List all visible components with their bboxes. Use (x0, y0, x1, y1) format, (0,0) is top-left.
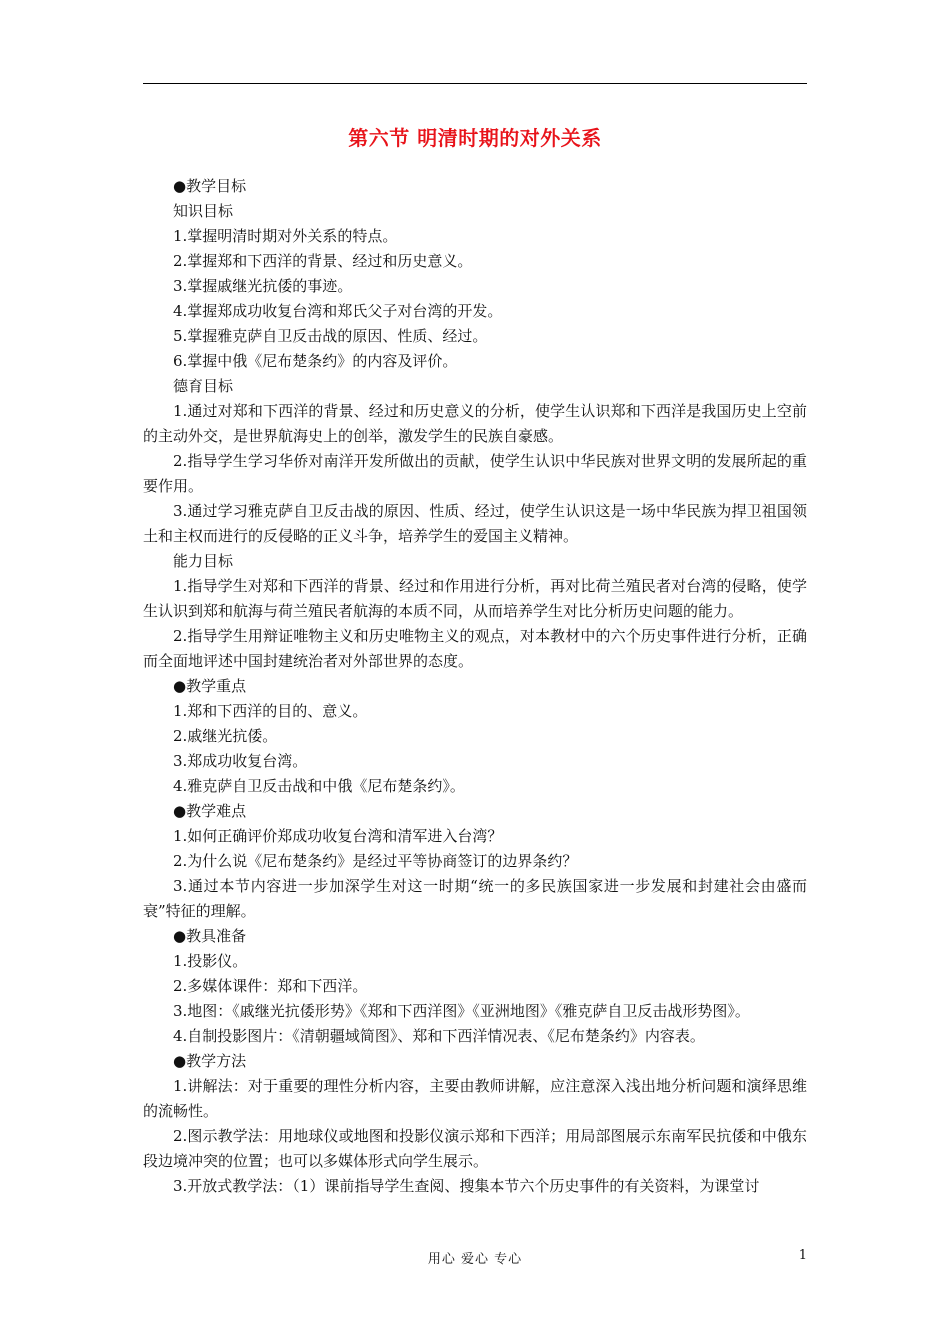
paragraph: ●教具准备 (173, 927, 247, 945)
paragraph: 6.掌握中俄《尼布楚条约》的内容及评价。 (173, 352, 458, 370)
paragraph: ●教学难点 (173, 802, 247, 820)
paragraph: 1.如何正确评价郑成功收复台湾和清军进入台湾？ (173, 827, 503, 845)
paragraph: 5.掌握雅克萨自卫反击战的原因、性质、经过。 (173, 327, 488, 345)
paragraph: 3.地图：《戚继光抗倭形势》《郑和下西洋图》《亚洲地图》《雅克萨自卫反击战形势图》。 (173, 1002, 750, 1020)
paragraph: 2.图示教学法：用地球仪或地图和投影仪演示郑和下西洋；用局部图展示东南军民抗倭和中俄东段边境冲突的位置；也可以多媒体形式向学生展示。 (143, 1127, 807, 1170)
page-footer (143, 1248, 807, 1268)
paragraph: 能力目标 (173, 552, 234, 570)
paragraph: 2.多媒体课件：郑和下西洋。 (173, 977, 368, 995)
paragraph: 3.郑成功收复台湾。 (173, 752, 308, 770)
paragraph: 2.掌握郑和下西洋的背景、经过和历史意义。 (173, 252, 473, 270)
paragraph: ●教学方法 (173, 1052, 247, 1070)
paragraph: ●教学目标 (173, 177, 247, 195)
paragraph: 德育目标 (173, 377, 234, 395)
paragraph: 3.通过本节内容进一步加深学生对这一时期“统一的多民族国家进一步发展和封建社会由盛而衰”特征的理解。 (143, 877, 807, 920)
paragraph: 4.掌握郑成功收复台湾和郑氏父子对台湾的开发。 (173, 302, 503, 320)
header-rule (143, 83, 807, 84)
paragraph: 3.开放式教学法：（1）课前指导学生查阅、搜集本节六个历史事件的有关资料，为课堂讨 (173, 1177, 760, 1195)
page-number: 1 (798, 1248, 807, 1263)
paragraph: 3.通过学习雅克萨自卫反击战的原因、性质、经过，使学生认识这是一场中华民族为捍卫祖国领土和主权而进行的反侵略的正义斗争，培养学生的爱国主义精神。 (143, 502, 807, 545)
paragraph: 2.指导学生学习华侨对南洋开发所做出的贡献，使学生认识中华民族对世界文明的发展所起的重要作用。 (143, 452, 807, 495)
paragraph: 4.自制投影图片：《清朝疆域简图》、郑和下西洋情况表、《尼布楚条约》内容表。 (173, 1027, 705, 1045)
paragraph: 2.戚继光抗倭。 (173, 727, 278, 745)
paragraph: 知识目标 (173, 202, 234, 220)
paragraph: 1.投影仪。 (173, 952, 248, 970)
paragraph: 1.掌握明清时期对外关系的特点。 (173, 227, 398, 245)
paragraph: 1.郑和下西洋的目的、意义。 (173, 702, 368, 720)
paragraph: 4.雅克萨自卫反击战和中俄《尼布楚条约》。 (173, 777, 465, 795)
paragraph: ●教学重点 (173, 677, 247, 695)
page-title: 第六节 明清时期的对外关系 (348, 126, 602, 150)
paragraph: 1.通过对郑和下西洋的背景、经过和历史意义的分析，使学生认识郑和下西洋是我国历史上空前的主动外交，是世界航海史上的创举，激发学生的民族自豪感。 (143, 402, 807, 445)
document-body (143, 174, 807, 1199)
paragraph: 3.掌握戚继光抗倭的事迹。 (173, 277, 353, 295)
paragraph: 1.指导学生对郑和下西洋的背景、经过和作用进行分析，再对比荷兰殖民者对台湾的侵略，使学生认识到郑和航海与荷兰殖民者航海的本质不同，从而培养学生对比分析历史问题的能力。 (143, 577, 807, 620)
footer-motto: 用心 爱心 专心 (427, 1252, 523, 1267)
paragraph: 1.讲解法：对于重要的理性分析内容，主要由教师讲解，应注意深入浅出地分析问题和演绎思维的流畅性。 (143, 1077, 807, 1120)
paragraph: 2.为什么说《尼布楚条约》是经过平等协商签订的边界条约？ (173, 852, 578, 870)
paragraph: 2.指导学生用辩证唯物主义和历史唯物主义的观点，对本教材中的六个历史事件进行分析，正确而全面地评述中国封建统治者对外部世界的态度。 (143, 627, 807, 670)
